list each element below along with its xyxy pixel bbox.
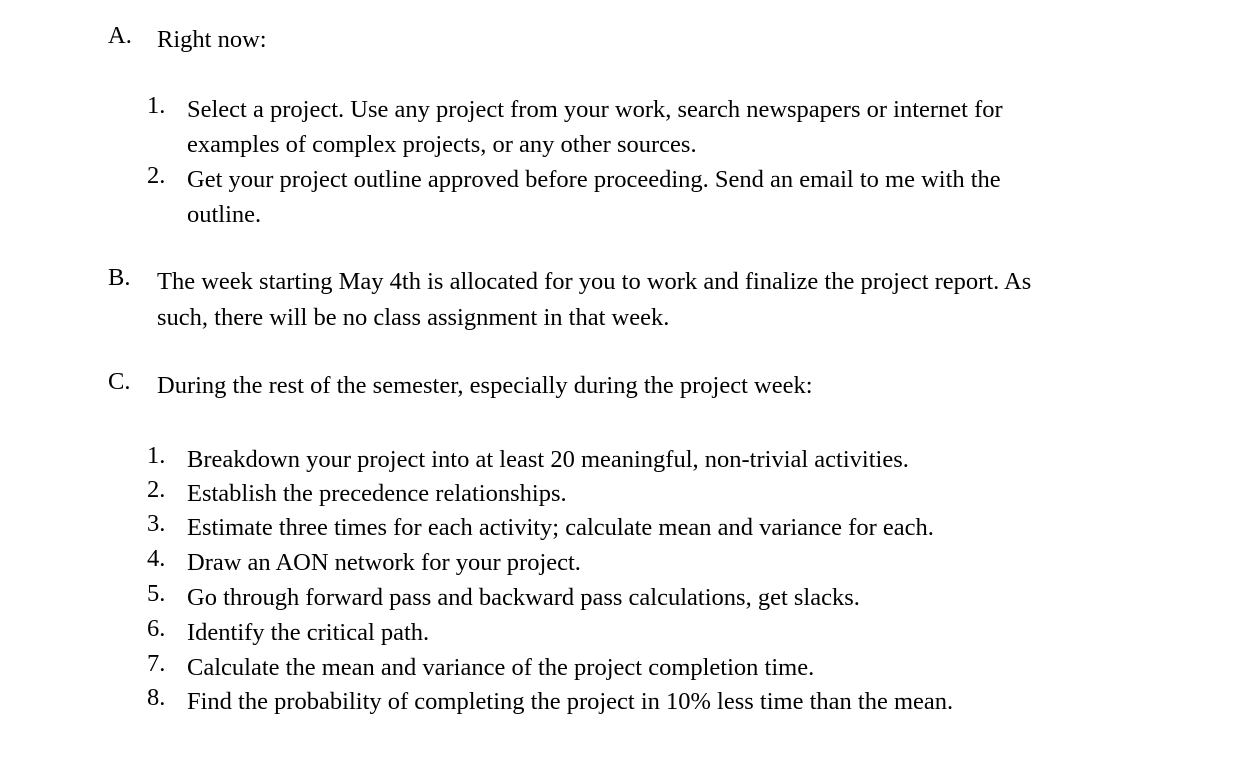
section-paragraph-line: such, there will be no class assignment in that week. xyxy=(157,304,670,331)
section-heading-line: During the rest of the semester, especially during the project week: xyxy=(157,372,813,399)
list-item-number: 8. xyxy=(147,684,166,711)
list-item-text xyxy=(187,545,1117,580)
list-item-text xyxy=(187,442,1117,477)
list-item-number: 1. xyxy=(147,442,166,469)
list-item-line: Calculate the mean and variance of the project completion time. xyxy=(187,654,815,681)
list-item-text xyxy=(187,92,1117,162)
list-item-text xyxy=(187,684,1117,719)
list-item-line: Estimate three times for each activity; calculate mean and variance for each. xyxy=(187,514,934,541)
list-item-line: Get your project outline approved before proceeding. Send an email to me with the xyxy=(187,166,1001,193)
list-item-line: Find the probability of completing the project in 10% less time than the mean. xyxy=(187,688,954,715)
list-item-line: outline. xyxy=(187,201,262,228)
list-item-line: Breakdown your project into at least 20 meaningful, non-trivial activities. xyxy=(187,446,909,473)
list-item-text xyxy=(187,162,1117,232)
list-item-number: 6. xyxy=(147,615,166,642)
list-item-number: 5. xyxy=(147,580,166,607)
list-item-line: Go through forward pass and backward pass calculations, get slacks. xyxy=(187,584,860,611)
section-paragraph-line: The week starting May 4th is allocated for you to work and finalize the project report. As xyxy=(157,268,1032,295)
list-item-line: Select a project. Use any project from your work, search newspapers or internet for xyxy=(187,96,1003,123)
section-paragraph xyxy=(157,264,1157,336)
list-item-number: 1. xyxy=(147,92,166,119)
list-item-text xyxy=(187,510,1117,545)
list-item-number: 2. xyxy=(147,476,166,503)
list-item-line: Establish the precedence relationships. xyxy=(187,480,567,507)
list-item-number: 2. xyxy=(147,162,166,189)
list-item-line: Draw an AON network for your project. xyxy=(187,549,581,576)
list-item-line: examples of complex projects, or any other sources. xyxy=(187,131,697,158)
list-item-text xyxy=(187,615,1117,650)
section-letter: C. xyxy=(108,368,131,395)
list-item-number: 7. xyxy=(147,650,166,677)
section-heading-line: Right now: xyxy=(157,26,267,53)
list-item-text xyxy=(187,580,1117,615)
section-letter: B. xyxy=(108,264,131,291)
section-letter: A. xyxy=(108,22,132,49)
section-heading xyxy=(157,368,1157,404)
list-item-text xyxy=(187,476,1117,511)
list-item-number: 3. xyxy=(147,510,166,537)
list-item-text xyxy=(187,650,1117,685)
list-item-number: 4. xyxy=(147,545,166,572)
section-heading xyxy=(157,22,1157,58)
list-item-line: Identify the critical path. xyxy=(187,619,430,646)
